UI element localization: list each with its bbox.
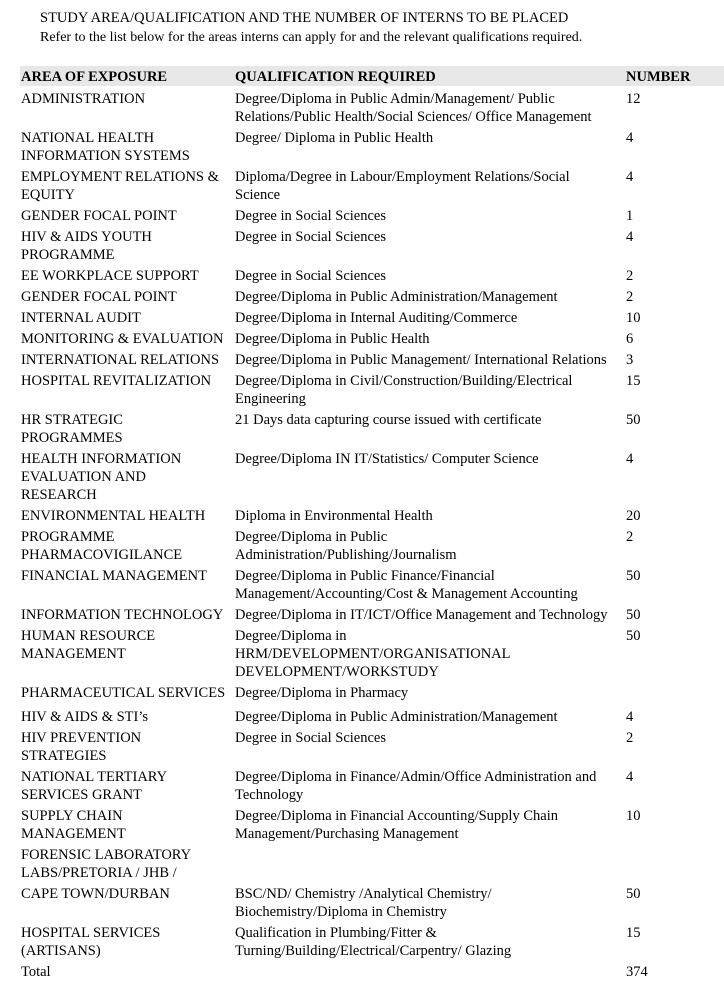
cell-area-line: SUPPLY CHAIN (21, 808, 123, 824)
cell-area (21, 708, 235, 726)
cell-area-line: NATIONAL TERTIARY (21, 769, 168, 785)
cell-area (21, 528, 235, 564)
cell-qualification (235, 207, 625, 225)
cell-area-line: STRATEGIES (21, 748, 107, 764)
cell-number: 12 (626, 91, 641, 107)
cell-qualification-line: Degree/Diploma in Public Management/ International Relations (235, 352, 607, 368)
cell-area-line: EE WORKPLACE SUPPORT (21, 268, 199, 284)
cell-qualification (235, 807, 625, 843)
cell-number: 374 (626, 964, 648, 980)
cell-area (21, 411, 235, 447)
cell-qualification (235, 351, 625, 369)
cell-area (21, 507, 235, 525)
header-qualification: QUALIFICATION REQUIRED (235, 69, 436, 85)
cell-area-line: MANAGEMENT (21, 646, 126, 662)
cell-qualification (235, 885, 625, 921)
cell-qualification (235, 288, 625, 306)
cell-area-line: SERVICES GRANT (21, 787, 142, 803)
document-title: STUDY AREA/QUALIFICATION AND THE NUMBER OF INTERNS TO BE PLACED (40, 10, 569, 26)
cell-qualification-line: BSC/ND/ Chemistry /Analytical Chemistry/ (235, 886, 492, 902)
cell-qualification-line: HRM/DEVELOPMENT/ORGANISATIONAL (235, 646, 511, 662)
cell-area (21, 129, 235, 165)
cell-qualification-line: Relations/Public Health/Social Sciences/ Office Management (235, 109, 592, 125)
cell-qualification-line: Degree/Diploma in Public Finance/Financial (235, 568, 495, 584)
cell-qualification-line: Degree/Diploma in Internal Auditing/Commerce (235, 310, 518, 326)
cell-area (21, 846, 235, 882)
cell-qualification (235, 507, 625, 525)
cell-qualification (235, 450, 625, 468)
cell-qualification (235, 228, 625, 246)
cell-area-line: ADMINISTRATION (21, 91, 146, 107)
cell-qualification-line: Degree/Diploma in Finance/Admin/Office Administration and (235, 769, 597, 785)
cell-area (21, 963, 235, 981)
cell-number: 50 (626, 628, 641, 644)
cell-number: 15 (626, 373, 641, 389)
cell-qualification (235, 411, 625, 429)
cell-area-line: HOSPITAL REVITALIZATION (21, 373, 212, 389)
cell-qualification (235, 330, 625, 348)
cell-area-line: EQUITY (21, 187, 75, 203)
cell-qualification-line: Degree/Diploma in Public Administration/Management (235, 289, 558, 305)
cell-qualification-line: Degree/Diploma in Public (235, 529, 388, 545)
cell-area (21, 768, 235, 804)
cell-area (21, 228, 235, 264)
cell-area (21, 627, 235, 663)
cell-area-line: MONITORING & EVALUATION (21, 331, 224, 347)
header-area: AREA OF EXPOSURE (21, 69, 168, 85)
cell-qualification-line: Degree/Diploma in Public Health (235, 331, 430, 347)
cell-qualification-line: Degree/Diploma in (235, 628, 347, 644)
cell-area-line: LABS/PRETORIA / JHB / (21, 865, 177, 881)
cell-area (21, 606, 235, 624)
cell-area (21, 684, 235, 702)
cell-qualification-line: 21 Days data capturing course issued with certificate (235, 412, 542, 428)
cell-number: 4 (626, 130, 634, 146)
cell-number: 10 (626, 310, 641, 326)
cell-number: 50 (626, 568, 641, 584)
cell-qualification (235, 627, 625, 681)
document-subtitle: Refer to the list below for the areas interns can apply for and the relevant qualifications required. (40, 30, 583, 45)
cell-area-line: HUMAN RESOURCE (21, 628, 156, 644)
cell-number: 1 (626, 208, 634, 224)
cell-area-line: INFORMATION SYSTEMS (21, 148, 190, 164)
cell-qualification-line: Diploma/Degree in Labour/Employment Relations/Social (235, 169, 570, 185)
cell-number: 2 (626, 289, 634, 305)
cell-area-line: INTERNAL AUDIT (21, 310, 141, 326)
cell-qualification-line: Science (235, 187, 281, 203)
cell-qualification-line: Degree/Diploma in Civil/Construction/Building/Electrical (235, 373, 573, 389)
cell-qualification-line: Management/Purchasing Management (235, 826, 459, 842)
cell-area-line: HIV PREVENTION (21, 730, 142, 746)
cell-area (21, 288, 235, 306)
cell-area (21, 372, 235, 390)
cell-area (21, 267, 235, 285)
cell-qualification (235, 567, 625, 603)
cell-qualification (235, 90, 625, 126)
cell-number: 4 (626, 229, 634, 245)
cell-number: 50 (626, 607, 641, 623)
cell-area (21, 207, 235, 225)
cell-area-line: FORENSIC LABORATORY (21, 847, 192, 863)
cell-area-line: PROGRAMMES (21, 430, 123, 446)
cell-number: 50 (626, 412, 641, 428)
cell-number: 2 (626, 268, 634, 284)
cell-area-line: PHARMACEUTICAL SERVICES (21, 685, 226, 701)
cell-area-line: EVALUATION AND (21, 469, 146, 485)
cell-area (21, 885, 235, 903)
cell-qualification-line: Degree in Social Sciences (235, 229, 386, 245)
cell-area-line: HR STRATEGIC (21, 412, 123, 428)
cell-qualification-line: Diploma in Environmental Health (235, 508, 433, 524)
cell-qualification (235, 606, 625, 624)
cell-area-line: HEALTH INFORMATION (21, 451, 182, 467)
cell-area-line: PROGRAMME (21, 529, 115, 545)
cell-area (21, 90, 235, 108)
cell-number: 4 (626, 709, 634, 725)
cell-area-line: MANAGEMENT (21, 826, 126, 842)
cell-area-line: FINANCIAL MANAGEMENT (21, 568, 207, 584)
cell-qualification (235, 309, 625, 327)
cell-area (21, 924, 235, 960)
cell-qualification-line: Degree/Diploma in Public Administration/Management (235, 709, 558, 725)
cell-qualification-line: Degree in Social Sciences (235, 730, 386, 746)
cell-area (21, 807, 235, 843)
cell-area-line: NATIONAL HEALTH (21, 130, 155, 146)
cell-area-line: INFORMATION TECHNOLOGY (21, 607, 224, 623)
cell-area-line: PROGRAMME (21, 247, 115, 263)
cell-area-line: HOSPITAL SERVICES (21, 925, 161, 941)
cell-area-line: PHARMACOVIGILANCE (21, 547, 183, 563)
cell-qualification (235, 708, 625, 726)
cell-qualification-line: Management/Accounting/Cost & Management Accounting (235, 586, 578, 602)
cell-area (21, 168, 235, 204)
cell-qualification-line: Turning/Building/Electrical/Carpentry/ Glazing (235, 943, 512, 959)
cell-qualification-line: Degree/Diploma in Financial Accounting/Supply Chain (235, 808, 558, 824)
cell-area-line: Total (21, 964, 51, 980)
cell-qualification-line: Degree/Diploma in Pharmacy (235, 685, 409, 701)
header-number: NUMBER (626, 69, 691, 85)
cell-qualification (235, 729, 625, 747)
cell-qualification-line: Technology (235, 787, 304, 803)
cell-number: 20 (626, 508, 641, 524)
cell-area-line: GENDER FOCAL POINT (21, 208, 177, 224)
cell-area-line: (ARTISANS) (21, 943, 101, 959)
cell-number: 4 (626, 169, 634, 185)
cell-qualification-line: Administration/Publishing/Journalism (235, 547, 457, 563)
cell-number: 15 (626, 925, 641, 941)
cell-qualification (235, 129, 625, 147)
cell-area-line: GENDER FOCAL POINT (21, 289, 177, 305)
cell-area-line: HIV & AIDS & STI’s (21, 709, 149, 725)
cell-area-line: INTERNATIONAL RELATIONS (21, 352, 220, 368)
cell-number: 4 (626, 769, 634, 785)
cell-number: 6 (626, 331, 634, 347)
cell-area-line: EMPLOYMENT RELATIONS & (21, 169, 219, 185)
cell-qualification (235, 528, 625, 564)
cell-qualification (235, 267, 625, 285)
cell-number: 50 (626, 886, 641, 902)
cell-area (21, 567, 235, 585)
cell-area-line: ENVIRONMENTAL HEALTH (21, 508, 206, 524)
cell-qualification (235, 168, 625, 204)
cell-number: 10 (626, 808, 641, 824)
cell-qualification-line: Degree/ Diploma in Public Health (235, 130, 434, 146)
cell-area (21, 330, 235, 348)
cell-area (21, 351, 235, 369)
cell-qualification (235, 924, 625, 960)
cell-number: 2 (626, 730, 634, 746)
cell-qualification-line: Biochemistry/Diploma in Chemistry (235, 904, 447, 920)
cell-area-line: HIV & AIDS YOUTH (21, 229, 152, 245)
cell-qualification-line: Degree/Diploma IN IT/Statistics/ Computer Science (235, 451, 539, 467)
cell-qualification-line: Degree in Social Sciences (235, 208, 386, 224)
cell-number: 3 (626, 352, 634, 368)
cell-area (21, 309, 235, 327)
cell-number: 4 (626, 451, 634, 467)
cell-qualification (235, 768, 625, 804)
cell-qualification-line: Degree in Social Sciences (235, 268, 386, 284)
cell-qualification (235, 372, 625, 408)
cell-qualification-line: Qualification in Plumbing/Fitter & (235, 925, 437, 941)
cell-area (21, 450, 235, 504)
cell-qualification-line: DEVELOPMENT/WORKSTUDY (235, 664, 439, 680)
cell-qualification-line: Degree/Diploma in Public Admin/Management/ Public (235, 91, 555, 107)
cell-area-line: RESEARCH (21, 487, 97, 503)
cell-qualification-line: Engineering (235, 391, 306, 407)
cell-qualification-line: Degree/Diploma in IT/ICT/Office Management and Technology (235, 607, 608, 623)
cell-area-line: CAPE TOWN/DURBAN (21, 886, 170, 902)
cell-qualification (235, 684, 625, 702)
cell-area (21, 729, 235, 765)
cell-number: 2 (626, 529, 634, 545)
